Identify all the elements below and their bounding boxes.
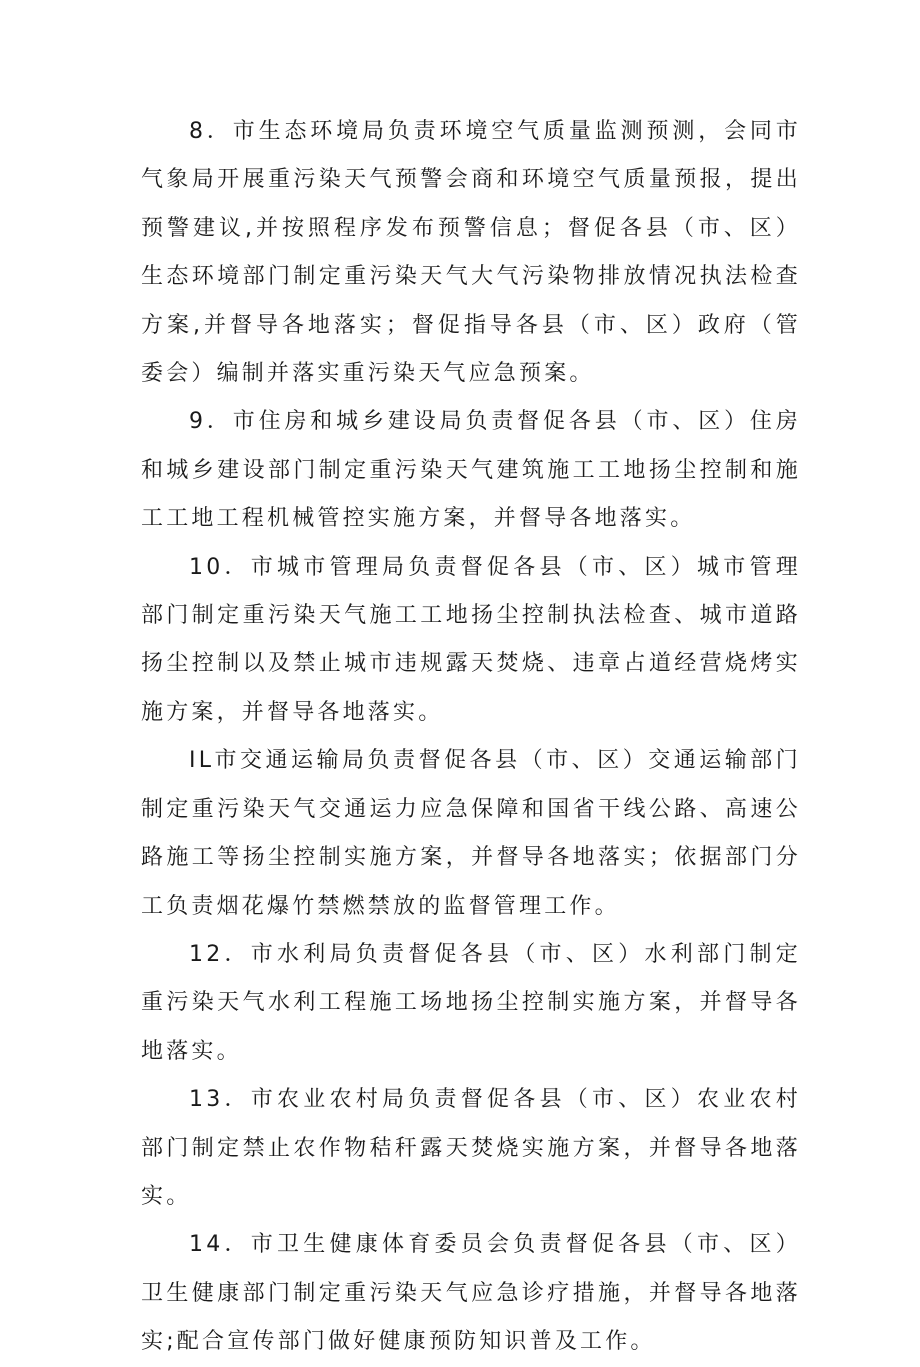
document-page	[141, 108, 801, 1367]
paragraph-item-12: 12．市水利局负责督促各县（市、区）水利部门制定重污染天气水利工程施工场地扬尘控制实施方案，并督导各地落实。	[141, 941, 801, 1064]
paragraph-item-13: 13．市农业农村局负责督促各县（市、区）农业农村部门制定禁止农作物秸秆露天焚烧实施方案，并督导各地落实。	[141, 1087, 801, 1209]
paragraph-item-8: 8．市生态环境局负责环境空气质量监测预测，会同市气象局开展重污染天气预警会商和环境空气质量预报，提出预警建议,并按照程序发布预警信息；督促各县（市、区）生态环境部门制定重污染天气大气污染物排放情况执法检查方案,并督导各地落实；督促指导各县（市、区）政府（管委会）编制并落实重污染天气应急预案。	[141, 119, 801, 387]
paragraph-item-10: 10．市城市管理局负责督促各县（市、区）城市管理部门制定重污染天气施工工地扬尘控制执法检查、城市道路扬尘控制以及禁止城市违规露天焚烧、违章占道经营烧烤实施方案，并督导各地落实。	[141, 554, 801, 725]
paragraph-item-11: IL市交通运输局负责督促各县（市、区）交通运输部门制定重污染天气交通运力应急保障和国省干线公路、高速公路施工等扬尘控制实施方案，并督导各地落实；依据部门分工负责烟花爆竹禁燃禁放的监督管理工作。	[141, 748, 801, 919]
paragraph-item-9: 9．市住房和城乡建设局负责督促各县（市、区）住房和城乡建设部门制定重污染天气建筑施工工地扬尘控制和施工工地工程机械管控实施方案，并督导各地落实。	[141, 409, 801, 532]
paragraph-item-14: 14．市卫生健康体育委员会负责督促各县（市、区）卫生健康部门制定重污染天气应急诊疗措施，并督导各地落实;配合宣传部门做好健康预防知识普及工作。	[141, 1232, 801, 1355]
